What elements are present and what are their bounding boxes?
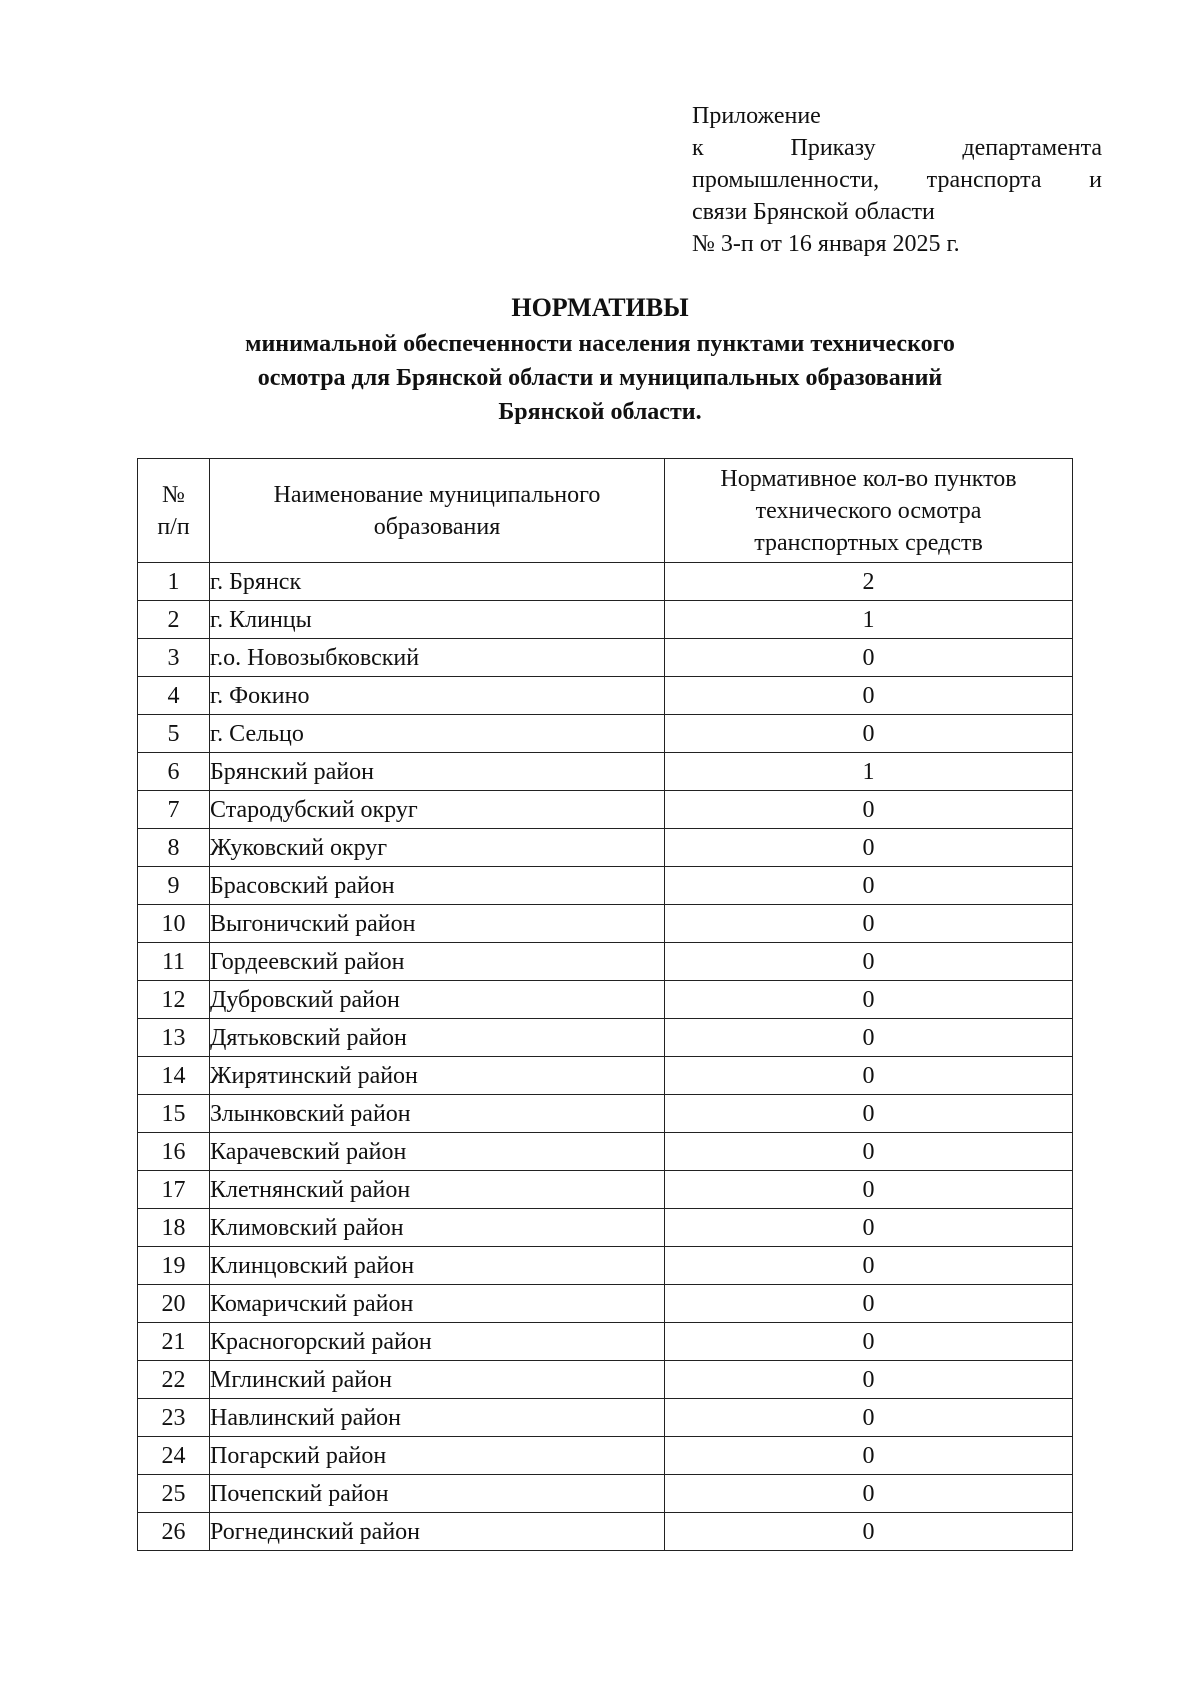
header-number-line-1: № (162, 481, 185, 508)
municipality-name: г. Брянск (210, 563, 665, 601)
normative-count: 0 (665, 1095, 1073, 1133)
row-number: 3 (138, 639, 210, 677)
table-row (138, 1057, 1073, 1095)
normative-count: 0 (665, 639, 1073, 677)
normative-count: 0 (665, 1209, 1073, 1247)
table-row (138, 829, 1073, 867)
norms-table (137, 458, 1073, 1551)
normative-count: 0 (665, 1399, 1073, 1437)
table-row (138, 715, 1073, 753)
row-number: 1 (138, 563, 210, 601)
normative-count: 0 (665, 1133, 1073, 1171)
table-row (138, 1285, 1073, 1323)
municipality-name: Почепский район (210, 1475, 665, 1513)
header-normative-line-3: транспортных средств (754, 529, 983, 556)
row-number: 7 (138, 791, 210, 829)
normative-count: 0 (665, 867, 1073, 905)
table-row (138, 563, 1073, 601)
annex-label: Приложение (692, 103, 821, 129)
normative-count: 0 (665, 1437, 1073, 1475)
table-row (138, 1323, 1073, 1361)
table-row (138, 1361, 1073, 1399)
normative-count: 0 (665, 981, 1073, 1019)
municipality-name: Гордеевский район (210, 943, 665, 981)
normative-count: 1 (665, 601, 1073, 639)
table-row (138, 677, 1073, 715)
row-number: 22 (138, 1361, 210, 1399)
normative-count: 0 (665, 715, 1073, 753)
municipality-name: Клетнянский район (210, 1171, 665, 1209)
table-row (138, 867, 1073, 905)
document-subtitle-line-1: минимальной обеспеченности населения пунктами технического (245, 331, 955, 357)
municipality-name: Дубровский район (210, 981, 665, 1019)
table-row (138, 1513, 1073, 1551)
normative-count: 0 (665, 1361, 1073, 1399)
table-row (138, 943, 1073, 981)
municipality-name: Навлинский район (210, 1399, 665, 1437)
municipality-name: Погарский район (210, 1437, 665, 1475)
row-number: 24 (138, 1437, 210, 1475)
document-subtitle-line-3: Брянской области. (498, 399, 702, 425)
municipality-name: Злынковский район (210, 1095, 665, 1133)
annex-order-number: № 3-п от 16 января 2025 г. (692, 231, 960, 257)
row-number: 26 (138, 1513, 210, 1551)
row-number: 2 (138, 601, 210, 639)
normative-count: 0 (665, 1247, 1073, 1285)
row-number: 13 (138, 1019, 210, 1057)
municipality-name: Жирятинский район (210, 1057, 665, 1095)
table-row (138, 1247, 1073, 1285)
row-number: 19 (138, 1247, 210, 1285)
municipality-name: Стародубский округ (210, 791, 665, 829)
header-municipality (210, 459, 665, 563)
row-number: 4 (138, 677, 210, 715)
row-number: 25 (138, 1475, 210, 1513)
row-number: 16 (138, 1133, 210, 1171)
normative-count: 0 (665, 1019, 1073, 1057)
annex-authority: связи Брянской области (692, 199, 935, 225)
normative-count: 0 (665, 1475, 1073, 1513)
row-number: 21 (138, 1323, 210, 1361)
normative-count: 0 (665, 943, 1073, 981)
row-number: 10 (138, 905, 210, 943)
table-row (138, 1209, 1073, 1247)
municipality-name: Клинцовский район (210, 1247, 665, 1285)
row-number: 12 (138, 981, 210, 1019)
document-heading (150, 290, 1050, 428)
normative-count: 0 (665, 1171, 1073, 1209)
row-number: 5 (138, 715, 210, 753)
normative-count: 0 (665, 1057, 1073, 1095)
document-title: НОРМАТИВЫ (511, 293, 689, 322)
row-number: 23 (138, 1399, 210, 1437)
municipality-name: Дятьковский район (210, 1019, 665, 1057)
row-number: 18 (138, 1209, 210, 1247)
header-normative-line-1: Нормативное кол-во пунктов (720, 465, 1017, 492)
table-row (138, 1399, 1073, 1437)
table-row (138, 1019, 1073, 1057)
normative-count: 0 (665, 829, 1073, 867)
table-row (138, 981, 1073, 1019)
table-row (138, 1475, 1073, 1513)
normative-count: 0 (665, 677, 1073, 715)
row-number: 11 (138, 943, 210, 981)
table-row (138, 639, 1073, 677)
header-number-line-2: п/п (157, 513, 190, 540)
table-row (138, 1133, 1073, 1171)
normative-count: 2 (665, 563, 1073, 601)
table-header-row (138, 459, 1073, 563)
municipality-name: Рогнединский район (210, 1513, 665, 1551)
header-municipality-line-2: образования (373, 513, 501, 540)
row-number: 20 (138, 1285, 210, 1323)
normative-count: 1 (665, 753, 1073, 791)
row-number: 17 (138, 1171, 210, 1209)
municipality-name: г.о. Новозыбковский (210, 639, 665, 677)
annex-order-reference: к Приказу департамента промышленности, транспорта и (692, 135, 1102, 193)
municipality-name: Брянский район (210, 753, 665, 791)
municipality-name: Мглинский район (210, 1361, 665, 1399)
row-number: 14 (138, 1057, 210, 1095)
table-row (138, 905, 1073, 943)
municipality-name: Выгоничский район (210, 905, 665, 943)
municipality-name: Комаричский район (210, 1285, 665, 1323)
municipality-name: Жуковский округ (210, 829, 665, 867)
table-row (138, 1171, 1073, 1209)
municipality-name: г. Сельцо (210, 715, 665, 753)
header-municipality-line-1: Наименование муниципального (273, 481, 601, 508)
table-row (138, 1437, 1073, 1475)
normative-count: 0 (665, 1513, 1073, 1551)
row-number: 6 (138, 753, 210, 791)
table-row (138, 601, 1073, 639)
municipality-name: Карачевский район (210, 1133, 665, 1171)
municipality-name: Брасовский район (210, 867, 665, 905)
normative-count: 0 (665, 905, 1073, 943)
normative-count: 0 (665, 791, 1073, 829)
municipality-name: г. Клинцы (210, 601, 665, 639)
table-row (138, 753, 1073, 791)
header-normative-line-2: технического осмотра (755, 497, 982, 524)
header-number (138, 459, 210, 563)
annex-block (692, 100, 1102, 260)
row-number: 9 (138, 867, 210, 905)
municipality-name: г. Фокино (210, 677, 665, 715)
header-normative-count (665, 459, 1073, 563)
row-number: 8 (138, 829, 210, 867)
table-row (138, 791, 1073, 829)
normative-count: 0 (665, 1285, 1073, 1323)
table-row (138, 1095, 1073, 1133)
normative-count: 0 (665, 1323, 1073, 1361)
document-subtitle-line-2: осмотра для Брянской области и муниципальных образований (257, 365, 943, 391)
municipality-name: Красногорский район (210, 1323, 665, 1361)
row-number: 15 (138, 1095, 210, 1133)
municipality-name: Климовский район (210, 1209, 665, 1247)
